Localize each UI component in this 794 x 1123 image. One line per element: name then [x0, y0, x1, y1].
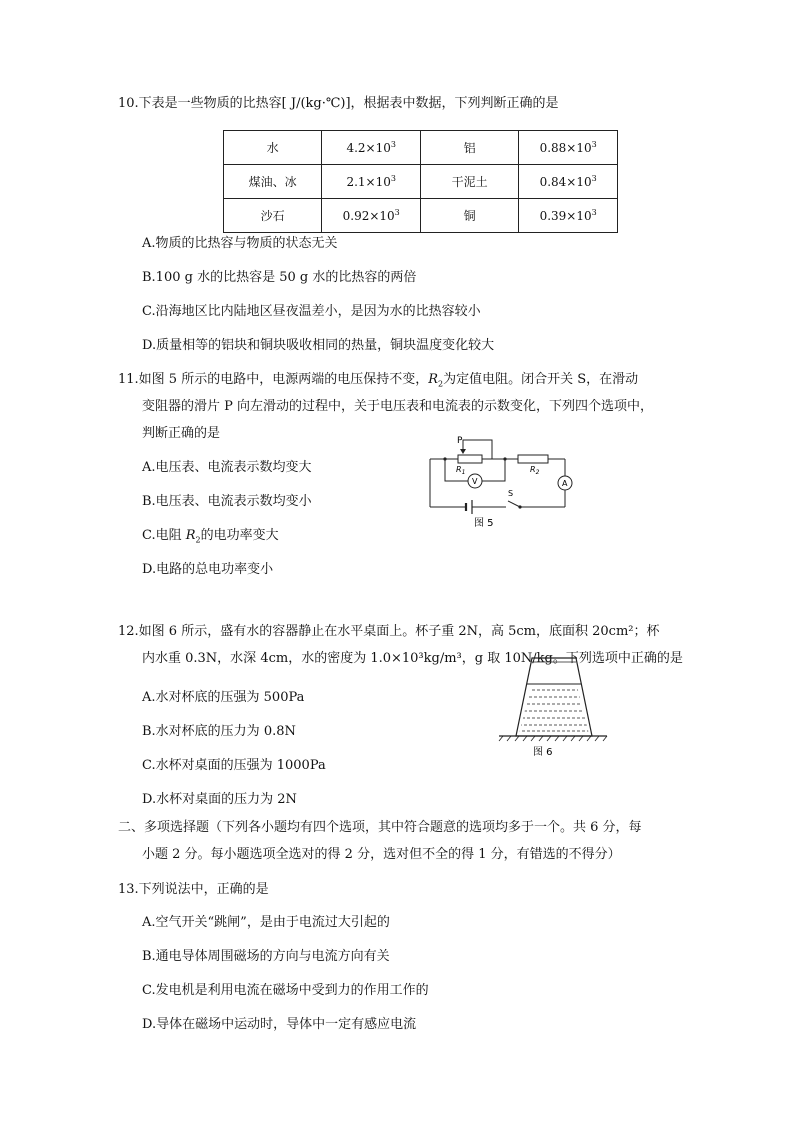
- table-cell: $0.84\times 10^3$: [519, 165, 618, 199]
- q13-stem: 13.下列说法中，正确的是: [118, 882, 269, 897]
- r1-rheostat: [458, 455, 482, 463]
- table-cell: 干泥土: [421, 165, 519, 199]
- slider-arrowhead: [460, 449, 466, 454]
- table-cell: $4.2\times 10^3$: [322, 131, 421, 165]
- table-cell: $0.88\times 10^3$: [519, 131, 618, 165]
- table-row: [224, 199, 618, 233]
- table-cell: 沙石: [224, 199, 322, 233]
- circuit-diagram: [420, 432, 585, 532]
- ammeter-label: A: [562, 479, 568, 488]
- q11-option-c: C.电阻 $R_2$的电功率变大: [142, 528, 279, 545]
- table-cell: 铜: [421, 199, 519, 233]
- wire: [482, 459, 505, 481]
- r2-label: $R_2$: [530, 465, 540, 476]
- junction-dot: [443, 457, 446, 460]
- q12-stem-line2: 内水重 0.3N，水深 4cm，水的密度为 1.0×10³kg/m³，g 取 10N/kg。下列选项中正确的是: [142, 651, 683, 666]
- table-cell: 水: [224, 131, 322, 165]
- q11-stem-line3: 判断正确的是: [142, 426, 221, 441]
- q10-option-c: C.沿海地区比内陆地区昼夜温差小，是因为水的比热容较小: [142, 304, 481, 319]
- q10-option-a: A.物质的比热容与物质的状态无关: [142, 236, 338, 251]
- figure-5-caption: 图 5: [474, 518, 494, 529]
- q12-option-b: B.水对杯底的压力为 0.8N: [142, 724, 296, 739]
- q11-option-d: D.电路的总电功率变小: [142, 562, 274, 577]
- table-cell: 铝: [421, 131, 519, 165]
- q11-option-b: B.电压表、电流表示数均变小: [142, 494, 312, 509]
- table-row: [224, 165, 618, 199]
- table-cell: 煤油、冰: [224, 165, 322, 199]
- table-cell: $0.92\times 10^3$: [322, 199, 421, 233]
- q13-option-c: C.发电机是利用电流在磁场中受到力的作用工作的: [142, 983, 429, 998]
- cup-diagram: [497, 652, 609, 762]
- table-cell: $0.39\times 10^3$: [519, 199, 618, 233]
- q12-option-c: C.水杯对桌面的压强为 1000Pa: [142, 758, 326, 773]
- r1-label: $R_1$: [456, 465, 466, 476]
- q10-stem: 10.下表是一些物质的比热容[ J/(kg·℃)]，根据表中数据，下列判断正确的是: [118, 96, 559, 111]
- switch-s: [508, 501, 520, 507]
- q13-option-b: B.通电导体周围磁场的方向与电流方向有关: [142, 949, 390, 964]
- junction-dot: [503, 457, 506, 460]
- junction-dot: [518, 505, 521, 508]
- figure-6-caption: 图 6: [533, 747, 553, 758]
- r2-resistor: [518, 455, 548, 463]
- q12-stem-line1: 12.如图 6 所示，盛有水的容器静止在水平桌面上。杯子重 2N，高 5cm，底面积 20cm²；杯: [118, 624, 660, 639]
- q10-option-b: B.100 g 水的比热容是 50 g 水的比热容的两倍: [142, 270, 417, 285]
- q13-option-a: A.空气开关“跳闸”，是由于电流过大引起的: [142, 915, 390, 930]
- slider-wire: [463, 440, 492, 459]
- q12-option-d: D.水杯对桌面的压力为 2N: [142, 792, 297, 807]
- q12-option-a: A.水对杯底的压强为 500Pa: [142, 690, 305, 705]
- switch-label: S: [508, 489, 514, 498]
- table-row: [224, 131, 618, 165]
- section2-heading-line2: 小题 2 分。每小题选项全选对的得 2 分，选对但不全的得 1 分，有错选的不得分）: [142, 847, 621, 862]
- table-cell: $2.1\times 10^3$: [322, 165, 421, 199]
- voltmeter-label: V: [472, 477, 478, 486]
- q10-option-d: D.质量相等的铝块和铜块吸收相同的热量，铜块温度变化较大: [142, 338, 495, 353]
- q11-stem-line1: 11.如图 5 所示的电路中，电源两端的电压保持不变，$R_2$为定值电阻。闭合开关 S，在滑动: [118, 372, 639, 389]
- slider-label: P: [457, 436, 463, 446]
- specific-heat-table: [223, 130, 618, 233]
- table-hatch: [499, 736, 607, 741]
- q11-stem-line2: 变阻器的滑片 P 向左滑动的过程中，关于电压表和电流表的示数变化，下列四个选项中，: [142, 399, 654, 414]
- q11-option-a: A.电压表、电流表示数均变大: [142, 460, 312, 475]
- q13-option-d: D.导体在磁场中运动时，导体中一定有感应电流: [142, 1017, 417, 1032]
- water-dashes: [517, 690, 592, 731]
- section2-heading-line1: 二、多项选择题（下列各小题均有四个选项，其中符合题意的选项均多于一个。共 6 分，每: [118, 820, 642, 835]
